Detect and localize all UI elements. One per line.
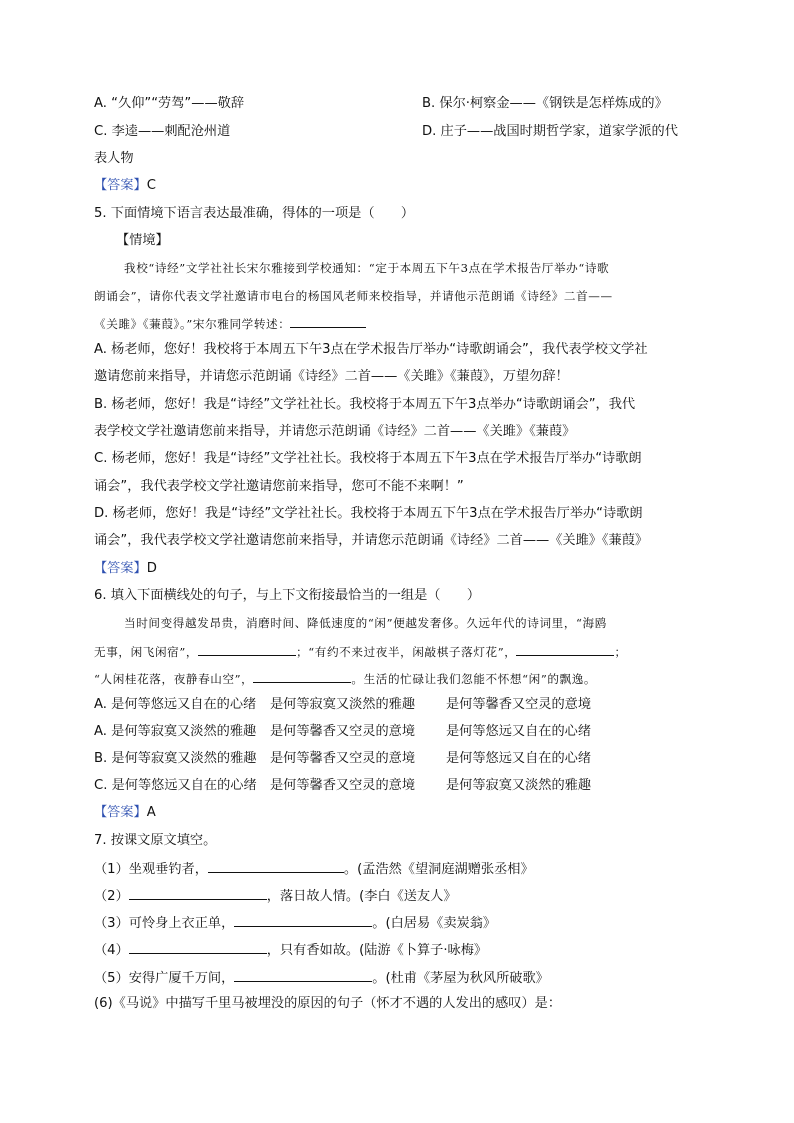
q7-line3-a: （3）可怜身上衣正单， — [94, 916, 235, 931]
q6-option-row — [94, 695, 591, 715]
q5-context-line2: 朗诵会”，请你代表文学社邀请市电台的杨国风老师来校指导，并请他示范朗诵《诗经》二首—— — [94, 289, 613, 303]
q6-option-cell: B. 是何等寂寞又淡然的雅趣 — [94, 751, 257, 766]
q5-option-d-line2: 诵会”，我代表学校文学社邀请您前来指导，并请您示范朗诵《诗经》二首——《关雎》《蒹葭》 — [94, 533, 649, 548]
fill-blank — [234, 912, 372, 927]
fill-blank — [290, 313, 366, 328]
q5-context-line1: 我校“诗经”文学社社长宋尔雅接到学校通知：“定于本周五下午3点在学术报告厅举办“诗歌 — [124, 261, 610, 275]
q6-option-row — [94, 776, 591, 796]
q6-option-row — [94, 722, 591, 742]
q5-option-b-line2: 表学校文学社邀请您前来指导，并请您示范朗诵《诗经》二首——《关雎》《蒹葭》 — [94, 424, 576, 439]
q7-line5-a: （5）安得广厦千万间， — [94, 971, 235, 986]
q5-option-c-line1: C. 杨老师，您好！我是“诗经”文学社社长。我校将于本周五下午3点在学术报告厅举办“诗歌朗 — [94, 451, 642, 466]
fill-blank — [198, 641, 296, 656]
q6-option-cell: 是何等馨香又空灵的意境 — [270, 751, 416, 766]
q7-line1 — [94, 858, 534, 880]
q4-answer — [94, 176, 156, 196]
q4-option-a: A. “久仰”“劳驾”——敬辞 — [94, 96, 245, 111]
q7-line2 — [94, 885, 457, 907]
q7-line3-b: 。(白居易《卖炭翁》 — [372, 916, 497, 931]
q6-passage-line3 — [94, 668, 596, 689]
q6-passage-line1: 当时间变得越发昂贵，消磨时间、降低速度的“闲”便越发奢侈。久远年代的诗词里，“海鸥 — [124, 616, 607, 630]
answer-label: 【答案】 — [94, 178, 147, 193]
fill-blank — [516, 641, 614, 656]
q6-option-cell: A. 是何等悠远又自在的心绪 — [94, 697, 257, 712]
fill-blank — [208, 858, 344, 873]
q6-passage-line2 — [94, 641, 627, 662]
q6-option-cell: 是何等馨香又空灵的意境 — [270, 778, 416, 793]
q7-line4 — [94, 939, 487, 961]
answer-label: 【答案】 — [94, 561, 147, 576]
fill-blank — [129, 939, 267, 954]
q6-answer — [94, 803, 156, 823]
q6-option-cell: 是何等馨香又空灵的意境 — [446, 697, 592, 712]
answer-label: 【答案】 — [94, 805, 147, 820]
q5-stem: 5. 下面情境下语言表达最准确，得体的一项是（ ） — [94, 206, 415, 221]
q7-line5-b: 。(杜甫《茅屋为秋风所破歌》 — [372, 971, 549, 986]
q6-passage-line3-b: 。生活的忙碌让我们忽能不怀想“闲”的飘逸。 — [351, 672, 597, 686]
q6-passage-line3-a: “人闲桂花落，夜静春山空”， — [94, 672, 254, 686]
q5-option-c-line2: 诵会”，我代表学校文学社邀请您前来指导，您可不能不来啊！” — [94, 479, 464, 494]
q6-stem: 6. 填入下面横线处的句子，与上下文衔接最恰当的一组是（ ） — [94, 588, 481, 603]
q6-option-cell: 是何等馨香又空灵的意境 — [270, 724, 416, 739]
q6-option-cell: 是何等悠远又自在的心绪 — [446, 751, 592, 766]
q7-line2-a: （2） — [94, 889, 129, 904]
q7-line3 — [94, 912, 496, 934]
answer-value: D — [146, 561, 157, 576]
q7-line5 — [94, 967, 549, 989]
q7-line4-b: ，只有香如故。(陆游《卜算子·咏梅》 — [266, 943, 488, 958]
q5-option-d-line1: D. 杨老师，您好！我是“诗经”文学社社长。我校将于本周五下午3点在学术报告厅举办“诗歌朗 — [94, 506, 643, 521]
q6-option-cell: C. 是何等悠远又自在的心绪 — [94, 778, 257, 793]
q6-passage-line2-c: ； — [614, 645, 627, 659]
q7-line2-b: ，落日故人情。(李白《送友人》 — [266, 889, 457, 904]
q4-option-c: C. 李逵——刺配沧州道 — [94, 124, 231, 139]
fill-blank — [129, 885, 267, 900]
q5-context-line3 — [94, 313, 366, 334]
q5-option-b-line1: B. 杨老师，您好！我是“诗经”文学社社长。我校将于本周五下午3点举办“诗歌朗诵会”，我代 — [94, 397, 636, 412]
q4-option-d-line1: D. 庄子——战国时期哲学家，道家学派的代 — [422, 124, 678, 139]
q7-line4-a: （4） — [94, 943, 129, 958]
q5-context-label: 【情境】 — [116, 233, 169, 248]
q5-option-a-line1: A. 杨老师，您好！我校将于本周五下午3点在学术报告厅举办“诗歌朗诵会”，我代表学校文学社 — [94, 342, 648, 357]
q6-option-cell: 是何等悠远又自在的心绪 — [446, 724, 592, 739]
q5-context-line3-text: 《关雎》《蒹葭》。”宋尔雅同学转述： — [94, 317, 291, 331]
q6-passage-line2-b: ；“有约不来过夜半，闲敲棋子落灯花”， — [296, 645, 517, 659]
q7-line1-b: 。(孟浩然《望洞庭湖赠张丞相》 — [343, 862, 534, 877]
q6-option-cell: 是何等寂寞又淡然的雅趣 — [446, 778, 592, 793]
fill-blank — [253, 668, 351, 683]
q5-option-a-line2: 邀请您前来指导，并请您示范朗诵《诗经》二首——《关雎》《蒹葭》，万望勿辞！ — [94, 369, 569, 384]
q6-option-row — [94, 749, 591, 769]
q7-stem: 7. 按课文原文填空。 — [94, 833, 217, 848]
q6-passage-line2-a: 无事，闲飞闲宿”， — [94, 645, 199, 659]
q4-option-b: B. 保尔·柯察金——《钢铁是怎样炼成的》 — [422, 96, 668, 111]
q6-option-cell: 是何等寂寞又淡然的雅趣 — [270, 697, 416, 712]
fill-blank — [234, 967, 372, 982]
q5-answer — [94, 559, 157, 579]
q6-option-cell: A. 是何等寂寞又淡然的雅趣 — [94, 724, 257, 739]
q7-line6: (6)《马说》中描写千里马被埋没的原因的句子（怀才不遇的人发出的感叹）是： — [94, 996, 562, 1011]
q4-option-d-line2: 表人物 — [94, 151, 134, 166]
answer-value: C — [146, 178, 156, 193]
q7-line1-a: （1）坐观垂钓者， — [94, 862, 208, 877]
answer-value: A — [146, 805, 156, 820]
